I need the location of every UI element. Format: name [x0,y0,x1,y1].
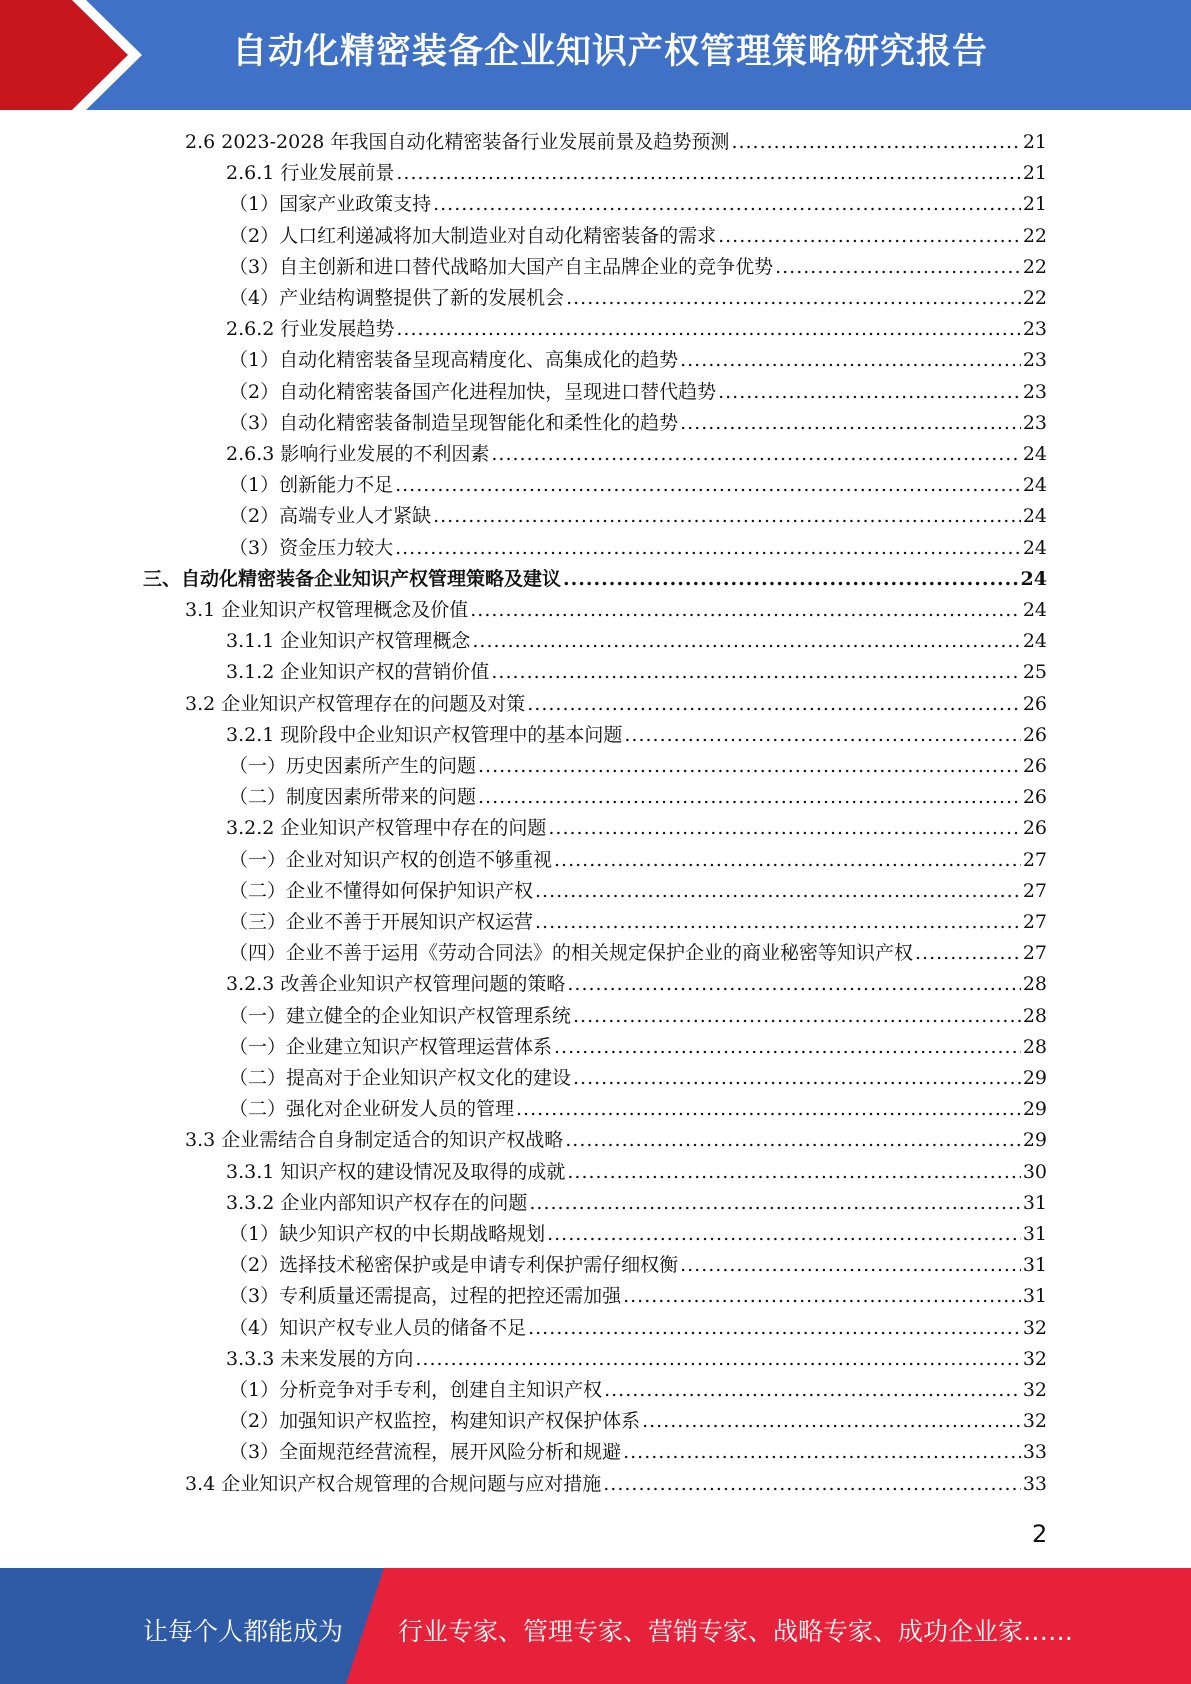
toc-dot-leader [603,1469,1021,1500]
page-number: 2 [1032,1520,1048,1548]
toc-entry[interactable] [229,845,1047,876]
toc-entry[interactable] [229,1281,1047,1312]
toc-entry-page: 24 [1022,443,1047,465]
footer-banner [0,1568,1191,1684]
toc-entry[interactable] [229,938,1047,969]
toc-entry-page: 28 [1022,1005,1047,1027]
toc-dot-leader [623,1437,1021,1468]
toc-entry-label: （3）专利质量还需提高，过程的把控还需加强 [229,1285,622,1307]
toc-entry-label: 3.2.2 企业知识产权管理中存在的问题 [226,817,547,839]
toc-entry[interactable] [229,1313,1047,1344]
toc-entry-page: 21 [1022,131,1047,153]
toc-entry-page: 22 [1022,287,1047,309]
toc-dot-leader [567,1157,1020,1188]
toc-entry-page: 31 [1022,1223,1047,1245]
toc-entry-page: 29 [1022,1129,1047,1151]
toc-dot-leader [573,1001,1021,1032]
toc-entry-label: 3.3 企业需结合自身制定适合的知识产权战略 [185,1129,564,1151]
toc-entry-page: 32 [1022,1379,1047,1401]
toc-dot-leader [472,626,1020,657]
toc-dot-leader [604,1375,1021,1406]
toc-entry-label: 2.6 2023-2028 年我国自动化精密装备行业发展前景及趋势预测 [185,131,730,153]
toc-entry[interactable] [143,564,1047,595]
toc-entry-page: 31 [1022,1285,1047,1307]
toc-entry[interactable] [229,751,1047,782]
toc-entry-page: 24 [1022,505,1047,527]
toc-entry-label: 3.4 企业知识产权合规管理的合规问题与应对措施 [185,1473,602,1495]
toc-entry-page: 24 [1022,474,1047,496]
toc-entry[interactable] [229,1063,1047,1094]
toc-entry-page: 32 [1022,1317,1047,1339]
toc-entry-label: 三、自动化精密装备企业知识产权管理策略及建议 [143,568,562,590]
toc-entry-page: 23 [1022,318,1047,340]
toc-dot-leader [395,470,1021,501]
toc-dot-leader [529,1188,1020,1219]
toc-dot-leader [395,533,1021,564]
toc-dot-leader [554,845,1021,876]
toc-dot-leader [491,657,1020,688]
toc-entry-label: （二）企业不懂得如何保护知识产权 [229,880,534,902]
toc-entry-label: （4）知识产权专业人员的储备不足 [229,1317,527,1339]
toc-entry[interactable] [229,283,1047,314]
toc-dot-leader [478,782,1021,813]
toc-entry-page: 26 [1022,724,1047,746]
toc-entry[interactable] [226,813,1047,844]
chevron-icon [0,0,160,110]
header-banner [0,0,1191,110]
toc-entry-page: 24 [1022,630,1047,652]
toc-entry-label: （1）缺少知识产权的中长期战略规划 [229,1223,546,1245]
toc-dot-leader [573,1063,1021,1094]
toc-entry[interactable] [229,876,1047,907]
toc-entry-label: （2）高端专业人才紧缺 [229,505,432,527]
toc-entry-label: （2）选择技术秘密保护或是申请专利保护需仔细权衡 [229,1254,679,1276]
toc-entry-label: （4）产业结构调整提供了新的发展机会 [229,287,565,309]
toc-dot-leader [680,1250,1021,1281]
toc-dot-leader [567,969,1020,1000]
toc-entry-page: 25 [1022,661,1047,683]
toc-entry-page: 27 [1022,942,1047,964]
toc-entry-label: 2.6.3 影响行业发展的不利因素 [226,443,490,465]
toc-entry-page: 31 [1022,1254,1047,1276]
toc-entry[interactable] [229,533,1047,564]
toc-dot-leader [527,689,1021,720]
toc-entry-page: 21 [1022,193,1047,215]
toc-dot-leader [775,252,1021,283]
toc-dot-leader [535,907,1021,938]
toc-entry-label: 3.3.3 未来发展的方向 [226,1348,414,1370]
toc-entry-label: （二）制度因素所带来的问题 [229,786,477,808]
toc-entry-label: 3.1.2 企业知识产权的营销价值 [226,661,490,683]
toc-entry[interactable] [226,626,1047,657]
toc-entry-label: （1）国家产业政策支持 [229,193,432,215]
toc-entry[interactable] [229,501,1047,532]
toc-entry-page: 30 [1022,1161,1047,1183]
toc-entry-label: （1）创新能力不足 [229,474,394,496]
toc-entry-label: （3）自主创新和进口替代战略加大国产自主品牌企业的竞争优势 [229,256,774,278]
toc-dot-leader [554,1032,1021,1063]
toc-dot-leader [718,377,1021,408]
toc-dot-leader [642,1406,1021,1437]
toc-dot-leader [415,1344,1020,1375]
toc-entry-label: （四）企业不善于运用《劳动合同法》的相关规定保护企业的商业秘密等知识产权 [229,942,914,964]
toc-entry-page: 21 [1022,162,1047,184]
toc-entry[interactable] [185,1125,1047,1156]
toc-entry[interactable] [229,189,1047,220]
toc-dot-leader [548,813,1020,844]
toc-entry[interactable] [229,221,1047,252]
toc-dot-leader [680,345,1021,376]
footer-slogan-left: 让每个人都能成为 [143,1617,344,1646]
footer-slogan-right: 行业专家、管理专家、营销专家、战略专家、成功企业家…… [398,1617,1074,1646]
toc-dot-leader [718,221,1021,252]
toc-entry-page: 33 [1022,1441,1047,1463]
toc-entry[interactable] [226,720,1047,751]
toc-entry-page: 23 [1022,381,1047,403]
report-title: 自动化精密装备企业知识产权管理策略研究报告 [232,32,989,72]
toc-entry[interactable] [229,1001,1047,1032]
toc-dot-leader [680,408,1021,439]
toc-entry-page: 33 [1022,1473,1047,1495]
toc-entry-label: 3.1.1 企业知识产权管理概念 [226,630,471,652]
toc-dot-leader [547,1219,1021,1250]
toc-entry-page: 32 [1022,1348,1047,1370]
toc-entry-page: 24 [1022,599,1047,621]
toc-dot-leader [915,938,1021,969]
toc-entry[interactable] [185,595,1047,626]
toc-entry[interactable] [226,1157,1047,1188]
toc-entry-page: 24 [1020,568,1047,590]
toc-entry[interactable] [229,470,1047,501]
toc-entry-label: （2）加强知识产权监控，构建知识产权保护体系 [229,1410,641,1432]
toc-entry-label: （3）资金压力较大 [229,537,394,559]
toc-entry-page: 31 [1022,1192,1047,1214]
toc-entry[interactable] [226,158,1047,189]
toc-dot-leader [470,595,1021,626]
toc-entry-page: 22 [1022,256,1047,278]
toc-entry[interactable] [229,1437,1047,1468]
toc-entry-label: （二）提高对于企业知识产权文化的建设 [229,1067,572,1089]
toc-entry-page: 24 [1022,537,1047,559]
toc-entry[interactable] [229,1375,1047,1406]
toc-dot-leader [624,720,1020,751]
toc-entry[interactable] [226,969,1047,1000]
toc-entry-label: 3.1 企业知识产权管理概念及价值 [185,599,469,621]
toc-dot-leader [433,189,1021,220]
toc-entry[interactable] [229,408,1047,439]
toc-entry-label: （2）自动化精密装备国产化进程加快，呈现进口替代趋势 [229,381,717,403]
toc-entry-label: 2.6.2 行业发展趋势 [226,318,395,340]
toc-entry-label: （2）人口红利递减将加大制造业对自动化精密装备的需求 [229,225,717,247]
toc-entry-label: （三）企业不善于开展知识产权运营 [229,911,534,933]
toc-entry[interactable] [229,907,1047,938]
toc-entry-page: 23 [1022,349,1047,371]
toc-entry-page: 23 [1022,412,1047,434]
toc-dot-leader [491,439,1020,470]
toc-entry-label: 3.3.1 知识产权的建设情况及取得的成就 [226,1161,566,1183]
toc-entry-label: （3）自动化精密装备制造呈现智能化和柔性化的趋势 [229,412,679,434]
toc-entry[interactable] [226,1344,1047,1375]
toc-dot-leader [396,314,1020,345]
toc-entry-label: 3.2 企业知识产权管理存在的问题及对策 [185,693,526,715]
toc-entry-label: （1）分析竞争对手专利，创建自主知识产权 [229,1379,603,1401]
toc-entry[interactable] [229,377,1047,408]
toc-dot-leader [623,1281,1021,1312]
toc-entry[interactable] [229,345,1047,376]
toc-entry-page: 26 [1022,755,1047,777]
toc-entry[interactable] [185,127,1047,158]
toc-entry[interactable] [229,252,1047,283]
toc-entry-label: 2.6.1 行业发展前景 [226,162,395,184]
toc-entry[interactable] [229,1219,1047,1250]
toc-entry-page: 32 [1022,1410,1047,1432]
toc-dot-leader [396,158,1020,189]
toc-entry[interactable] [229,1032,1047,1063]
toc-entry-label: （1）自动化精密装备呈现高精度化、高集成化的趋势 [229,349,679,371]
toc-entry[interactable] [226,314,1047,345]
toc-dot-leader [433,501,1021,532]
toc-entry-page: 26 [1022,786,1047,808]
toc-entry[interactable] [226,1188,1047,1219]
toc-entry[interactable] [185,1469,1047,1500]
toc-entry-label: （一）企业建立知识产权管理运营体系 [229,1036,553,1058]
toc-entry[interactable] [229,1250,1047,1281]
toc-entry-label: 3.2.3 改善企业知识产权管理问题的策略 [226,973,566,995]
toc-entry-label: （一）建立健全的企业知识产权管理系统 [229,1005,572,1027]
toc-dot-leader [566,283,1021,314]
toc-dot-leader [535,876,1021,907]
toc-entry-page: 29 [1022,1098,1047,1120]
toc-entry-page: 28 [1022,973,1047,995]
toc-dot-leader [731,127,1020,158]
toc-dot-leader [565,1125,1021,1156]
toc-entry-page: 27 [1022,911,1047,933]
toc-entry-label: （一）企业对知识产权的创造不够重视 [229,849,553,871]
toc-dot-leader [478,751,1021,782]
toc-dot-leader [516,1094,1021,1125]
toc-entry-page: 22 [1022,225,1047,247]
toc-entry[interactable] [229,1094,1047,1125]
toc-entry[interactable] [229,1406,1047,1437]
toc-entry-label: （二）强化对企业研发人员的管理 [229,1098,515,1120]
toc-entry-label: （3）全面规范经营流程，展开风险分析和规避 [229,1441,622,1463]
toc-entry-label: （一）历史因素所产生的问题 [229,755,477,777]
toc-entry-page: 27 [1022,849,1047,871]
toc-entry-page: 29 [1022,1067,1047,1089]
toc-entry-page: 26 [1022,817,1047,839]
toc-entry-label: 3.2.1 现阶段中企业知识产权管理中的基本问题 [226,724,623,746]
toc-dot-leader [563,564,1019,595]
toc-entry[interactable] [229,782,1047,813]
toc-dot-leader [528,1313,1021,1344]
toc-entry[interactable] [185,689,1047,720]
toc-entry-page: 26 [1022,693,1047,715]
toc-entry[interactable] [226,657,1047,688]
toc-entry-page: 28 [1022,1036,1047,1058]
toc-entry-label: 3.3.2 企业内部知识产权存在的问题 [226,1192,528,1214]
toc-entry-page: 27 [1022,880,1047,902]
toc-entry[interactable] [226,439,1047,470]
